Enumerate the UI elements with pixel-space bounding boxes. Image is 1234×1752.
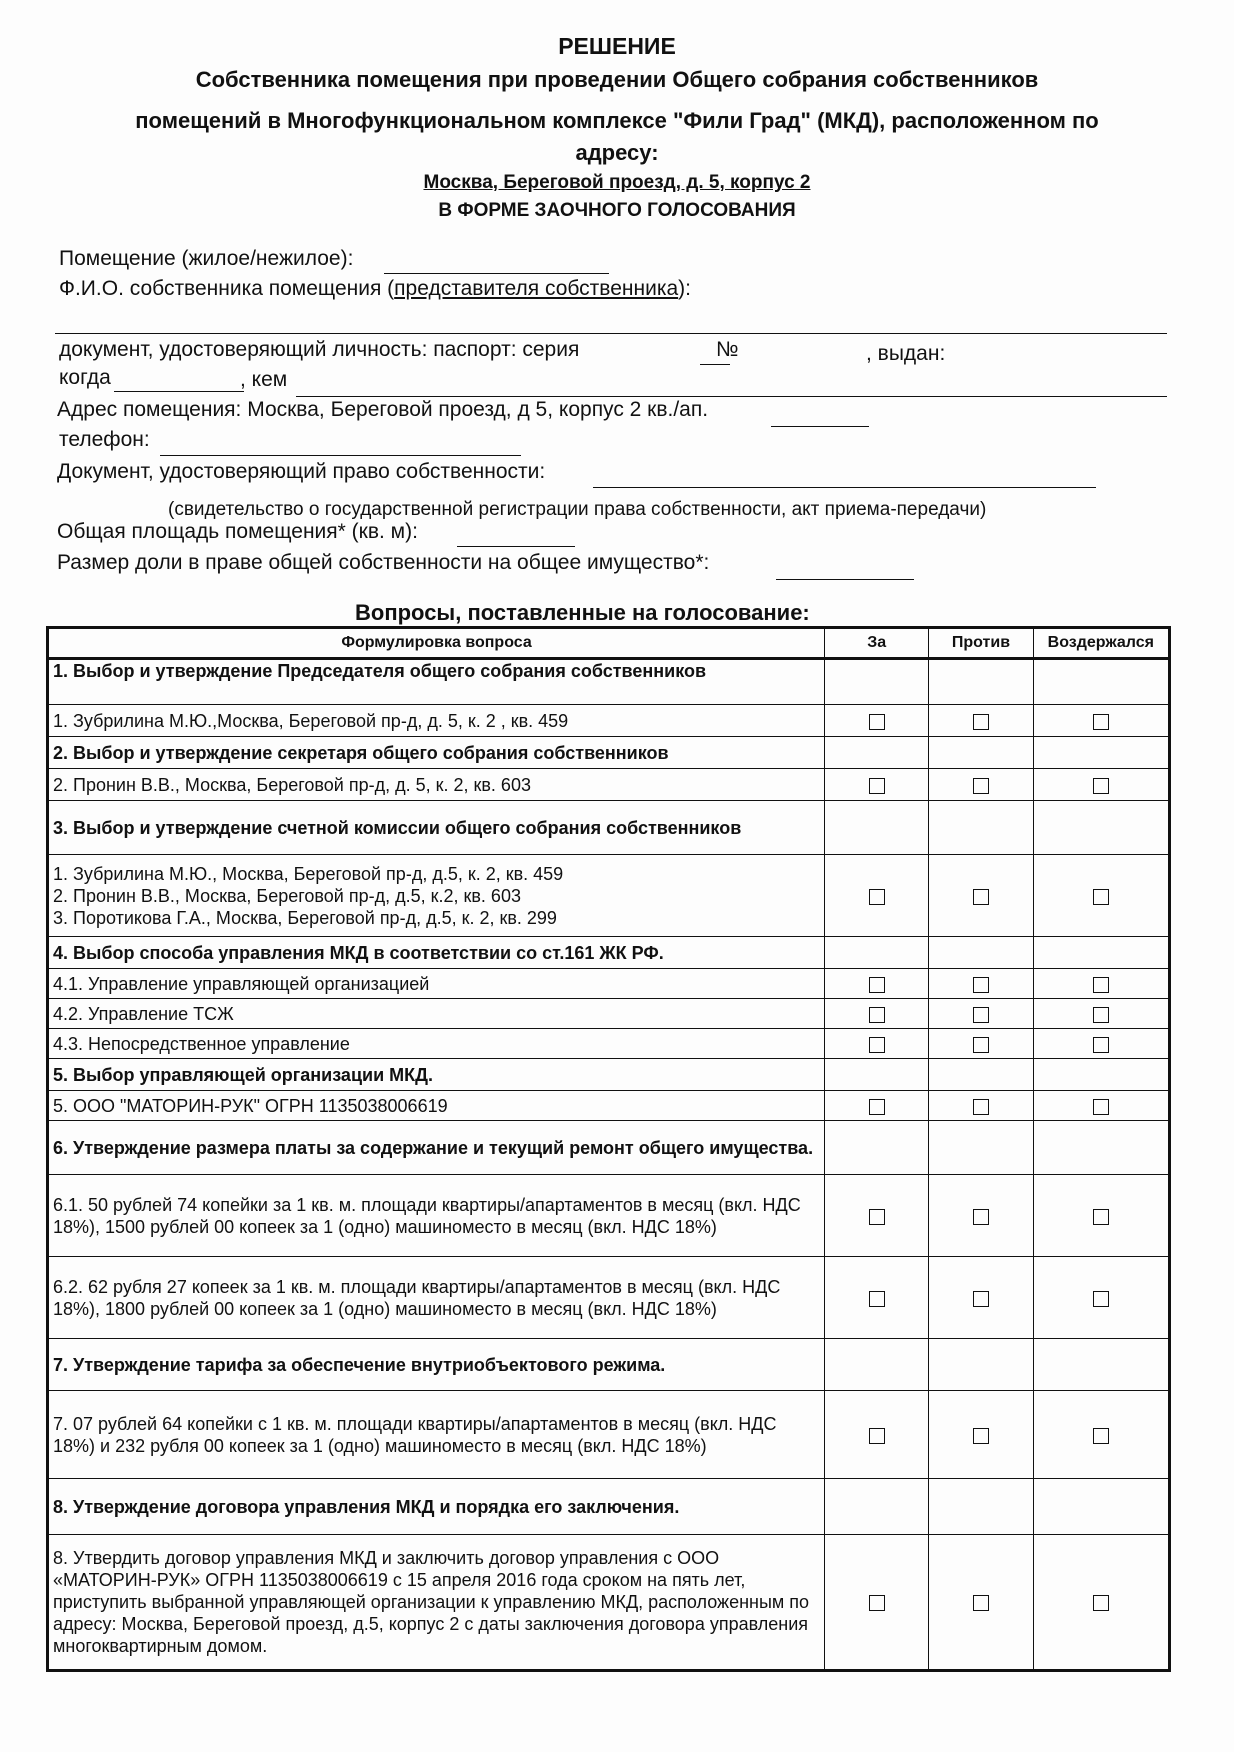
subtitle-line-1: Собственника помещения при проведении Общего собрания собственников [195, 67, 1039, 92]
vote-cell-abstain [1033, 937, 1169, 969]
vote-cell-abstain[interactable] [1033, 769, 1169, 801]
issued-when-blank[interactable] [114, 391, 244, 392]
vote-checkbox-abstain[interactable] [1093, 1291, 1109, 1307]
ownership-doc-label: Документ, удостоверяющий право собственности: [57, 460, 546, 483]
issued-by-blank[interactable] [296, 396, 1167, 397]
question-option-row [48, 1535, 1170, 1671]
vote-checkbox-for[interactable] [869, 1595, 885, 1611]
question-option-text: 6.1. 50 рублей 74 копейки за 1 кв. м. площади квартиры/апартаментов в месяц (вкл. НДС 18%), 1500 рублей 00 копеек за 1 (одно) машиноместо в месяц (вкл. НДС 18%) [48, 1175, 825, 1257]
question-option-row [48, 1029, 1170, 1059]
premises-blank[interactable] [384, 273, 609, 274]
question-option-row [48, 1391, 1170, 1479]
vote-cell-against[interactable] [929, 1391, 1033, 1479]
question-title: 5. Выбор управляющей организации МКД. [48, 1059, 825, 1091]
vote-cell-against[interactable] [929, 969, 1033, 999]
vote-checkbox-against[interactable] [973, 1209, 989, 1225]
question-option-row [48, 969, 1170, 999]
question-option-text: 1. Зубрилина М.Ю., Москва, Береговой пр-д, д.5, к. 2, кв. 459 2. Пронин В.В., Москва, Береговой пр-д, д.5, к.2, кв. 603 3. Поротикова Г.А., Москва, Береговой пр-д, д.5, к. 2, кв. 299 [48, 855, 825, 937]
ownership-doc-note: (свидетельство о государственной регистрации права собственности, акт приема-передачи) [168, 499, 987, 520]
question-section-row [48, 1121, 1170, 1175]
question-option-row [48, 1175, 1170, 1257]
issued-by-label: , кем [240, 368, 288, 391]
vote-checkbox-against[interactable] [973, 1595, 989, 1611]
vote-cell-for [825, 801, 929, 855]
vote-cell-for[interactable] [825, 1391, 929, 1479]
vote-cell-against[interactable] [929, 855, 1033, 937]
vote-cell-against [929, 937, 1033, 969]
vote-checkbox-for[interactable] [869, 1099, 885, 1115]
question-option-text: 1. Зубрилина М.Ю.,Москва, Береговой пр-д, д. 5, к. 2 , кв. 459 [48, 705, 825, 737]
vote-checkbox-for[interactable] [869, 714, 885, 730]
vote-cell-for[interactable] [825, 1029, 929, 1059]
question-option-text: 6.2. 62 рубля 27 копеек за 1 кв. м. площади квартиры/апартаментов в месяц (вкл. НДС 18%), 1800 рублей 00 копеек за 1 (одно) машиноместо в месяц (вкл. НДС 18%) [48, 1257, 825, 1339]
vote-cell-against[interactable] [929, 1175, 1033, 1257]
vote-checkbox-abstain[interactable] [1093, 889, 1109, 905]
question-title: 3. Выбор и утверждение счетной комиссии общего собрания собственников [48, 801, 825, 855]
question-option-row [48, 1257, 1170, 1339]
vote-checkbox-against[interactable] [973, 977, 989, 993]
vote-cell-against [929, 659, 1033, 705]
vote-cell-abstain[interactable] [1033, 855, 1169, 937]
vote-cell-for [825, 937, 929, 969]
vote-cell-for[interactable] [825, 705, 929, 737]
form-type: В ФОРМЕ ЗАОЧНОГО ГОЛОСОВАНИЯ [438, 200, 796, 221]
subtitle-line-2: помещений в Многофункциональном комплексе "Фили Град" (МКД), расположенном по [135, 108, 1099, 133]
vote-checkbox-abstain[interactable] [1093, 1037, 1109, 1053]
premises-label: Помещение (жилое/нежилое): [59, 247, 354, 270]
question-section-row [48, 659, 1170, 705]
vote-cell-against[interactable] [929, 1257, 1033, 1339]
share-label: Размер доли в праве общей собственности на общее имущество*: [57, 551, 710, 574]
question-title: 6. Утверждение размера платы за содержание и текущий ремонт общего имущества. [48, 1121, 825, 1175]
share-blank[interactable] [776, 579, 914, 580]
column-header-against: Против [929, 628, 1033, 659]
question-title: 8. Утверждение договора управления МКД и порядка его заключения. [48, 1479, 825, 1535]
vote-checkbox-for[interactable] [869, 1209, 885, 1225]
vote-cell-abstain[interactable] [1033, 1391, 1169, 1479]
question-title: 2. Выбор и утверждение секретаря общего собрания собственников [48, 737, 825, 769]
vote-checkbox-abstain[interactable] [1093, 714, 1109, 730]
vote-checkbox-abstain[interactable] [1093, 778, 1109, 794]
subtitle-line-3: адресу: [575, 140, 659, 165]
document-title: РЕШЕНИЕ [558, 33, 676, 59]
vote-checkbox-for[interactable] [869, 889, 885, 905]
vote-checkbox-against[interactable] [973, 778, 989, 794]
question-section-row [48, 1339, 1170, 1391]
vote-cell-for [825, 1121, 929, 1175]
question-option-row [48, 999, 1170, 1029]
phone-label: телефон: [59, 428, 150, 451]
question-option-row [48, 705, 1170, 737]
issued-label: , выдан: [866, 342, 946, 365]
table-header-row [48, 628, 1170, 659]
issued-when-label: когда [59, 366, 111, 389]
question-section-row [48, 1059, 1170, 1091]
question-option-row [48, 769, 1170, 801]
question-option-row [48, 1091, 1170, 1121]
question-option-text: 2. Пронин В.В., Москва, Береговой пр-д, д. 5, к. 2, кв. 603 [48, 769, 825, 801]
vote-checkbox-for[interactable] [869, 1037, 885, 1053]
vote-cell-abstain[interactable] [1033, 1175, 1169, 1257]
question-section-row [48, 801, 1170, 855]
question-section-row [48, 937, 1170, 969]
vote-cell-abstain[interactable] [1033, 1091, 1169, 1121]
vote-cell-against[interactable] [929, 705, 1033, 737]
voting-table [46, 626, 1171, 1672]
owner-name-blank[interactable] [55, 333, 1167, 334]
vote-cell-abstain [1033, 737, 1169, 769]
vote-cell-for [825, 1479, 929, 1535]
vote-cell-against [929, 1479, 1033, 1535]
vote-cell-against[interactable] [929, 1535, 1033, 1671]
questions-title: Вопросы, поставленные на голосование: [355, 600, 810, 625]
vote-checkbox-abstain[interactable] [1093, 977, 1109, 993]
vote-checkbox-abstain[interactable] [1093, 1595, 1109, 1611]
vote-cell-for[interactable] [825, 769, 929, 801]
vote-cell-abstain[interactable] [1033, 1029, 1169, 1059]
vote-checkbox-for[interactable] [869, 977, 885, 993]
vote-cell-for[interactable] [825, 969, 929, 999]
vote-cell-against [929, 737, 1033, 769]
vote-cell-abstain[interactable] [1033, 1257, 1169, 1339]
column-header-question: Формулировка вопроса [48, 628, 825, 659]
vote-cell-against[interactable] [929, 1029, 1033, 1059]
vote-cell-for[interactable] [825, 999, 929, 1029]
vote-cell-for [825, 737, 929, 769]
premises-address-label: Адрес помещения: Москва, Береговой проезд, д 5, корпус 2 кв./ап. [57, 398, 709, 421]
vote-checkbox-for[interactable] [869, 1007, 885, 1023]
vote-cell-abstain [1033, 659, 1169, 705]
vote-checkbox-abstain[interactable] [1093, 1428, 1109, 1444]
passport-number-label: № [716, 338, 739, 361]
apartment-number-blank[interactable] [771, 426, 869, 427]
question-title: 7. Утверждение тарифа за обеспечение внутриобъектового режима. [48, 1339, 825, 1391]
id-document-label: документ, удостоверяющий личность: паспорт: серия [59, 338, 580, 361]
vote-checkbox-abstain[interactable] [1093, 1099, 1109, 1115]
vote-checkbox-against[interactable] [973, 1428, 989, 1444]
area-blank[interactable] [457, 546, 575, 547]
vote-cell-abstain [1033, 1059, 1169, 1091]
question-option-text: 4.1. Управление управляющей организацией [48, 969, 825, 999]
question-option-row [48, 855, 1170, 937]
vote-cell-against [929, 1059, 1033, 1091]
question-section-row [48, 737, 1170, 769]
vote-cell-for[interactable] [825, 1535, 929, 1671]
vote-cell-abstain [1033, 1121, 1169, 1175]
vote-cell-against [929, 1121, 1033, 1175]
vote-cell-for [825, 1059, 929, 1091]
column-header-abstain: Воздержался [1033, 628, 1169, 659]
vote-checkbox-for[interactable] [869, 778, 885, 794]
vote-cell-abstain[interactable] [1033, 705, 1169, 737]
vote-checkbox-against[interactable] [973, 1291, 989, 1307]
vote-cell-abstain [1033, 1479, 1169, 1535]
vote-checkbox-against[interactable] [973, 889, 989, 905]
vote-checkbox-for[interactable] [869, 1428, 885, 1444]
vote-cell-for[interactable] [825, 1091, 929, 1121]
vote-checkbox-abstain[interactable] [1093, 1209, 1109, 1225]
vote-cell-abstain[interactable] [1033, 969, 1169, 999]
vote-cell-for [825, 659, 929, 705]
vote-checkbox-abstain[interactable] [1093, 1007, 1109, 1023]
question-option-text: 7. 07 рублей 64 копейки с 1 кв. м. площади квартиры/апартаментов в месяц (вкл. НДС 18%) и 232 рубля 00 копеек за 1 (одно) машиноместо в месяц (вкл. НДС 18%) [48, 1391, 825, 1479]
vote-checkbox-for[interactable] [869, 1291, 885, 1307]
question-title: 1. Выбор и утверждение Председателя общего собрания собственников [48, 659, 825, 705]
vote-cell-for [825, 1339, 929, 1391]
question-option-text: 4.3. Непосредственное управление [48, 1029, 825, 1059]
vote-cell-against[interactable] [929, 1091, 1033, 1121]
vote-cell-abstain[interactable] [1033, 999, 1169, 1029]
question-option-text: 8. Утвердить договор управления МКД и заключить договор управления с ООО «МАТОРИН-РУК» ОГРН 1135038006619 с 15 апреля 2016 года сроком на пять лет, приступить выбранной управляющей организации к управлению МКД, расположенным по адресу: Москва, Береговой проезд, д.5, корпус 2 с даты заключения договора управления многоквартирным домом. [48, 1535, 825, 1671]
question-section-row [48, 1479, 1170, 1535]
ownership-doc-blank[interactable] [593, 487, 1096, 488]
vote-cell-for[interactable] [825, 1175, 929, 1257]
question-title: 4. Выбор способа управления МКД в соответствии со ст.161 ЖК РФ. [48, 937, 825, 969]
vote-checkbox-against[interactable] [973, 1037, 989, 1053]
vote-checkbox-against[interactable] [973, 1007, 989, 1023]
vote-cell-against [929, 801, 1033, 855]
column-header-for: За [825, 628, 929, 659]
vote-cell-abstain [1033, 1339, 1169, 1391]
vote-cell-abstain[interactable] [1033, 1535, 1169, 1671]
vote-checkbox-against[interactable] [973, 714, 989, 730]
vote-cell-for[interactable] [825, 1257, 929, 1339]
question-option-text: 4.2. Управление ТСЖ [48, 999, 825, 1029]
question-option-text: 5. ООО "МАТОРИН-РУК" ОГРН 1135038006619 [48, 1091, 825, 1121]
vote-checkbox-against[interactable] [973, 1099, 989, 1115]
meeting-address: Москва, Береговой проезд, д. 5, корпус 2 [423, 172, 811, 193]
vote-cell-for[interactable] [825, 855, 929, 937]
area-label: Общая площадь помещения* (кв. м): [57, 520, 418, 543]
passport-series-blank[interactable] [700, 364, 730, 365]
phone-blank[interactable] [160, 455, 521, 456]
vote-cell-abstain [1033, 801, 1169, 855]
owner-name-label: Ф.И.О. собственника помещения (представителя собственника): [59, 277, 691, 300]
vote-cell-against [929, 1339, 1033, 1391]
vote-cell-against[interactable] [929, 769, 1033, 801]
vote-cell-against[interactable] [929, 999, 1033, 1029]
